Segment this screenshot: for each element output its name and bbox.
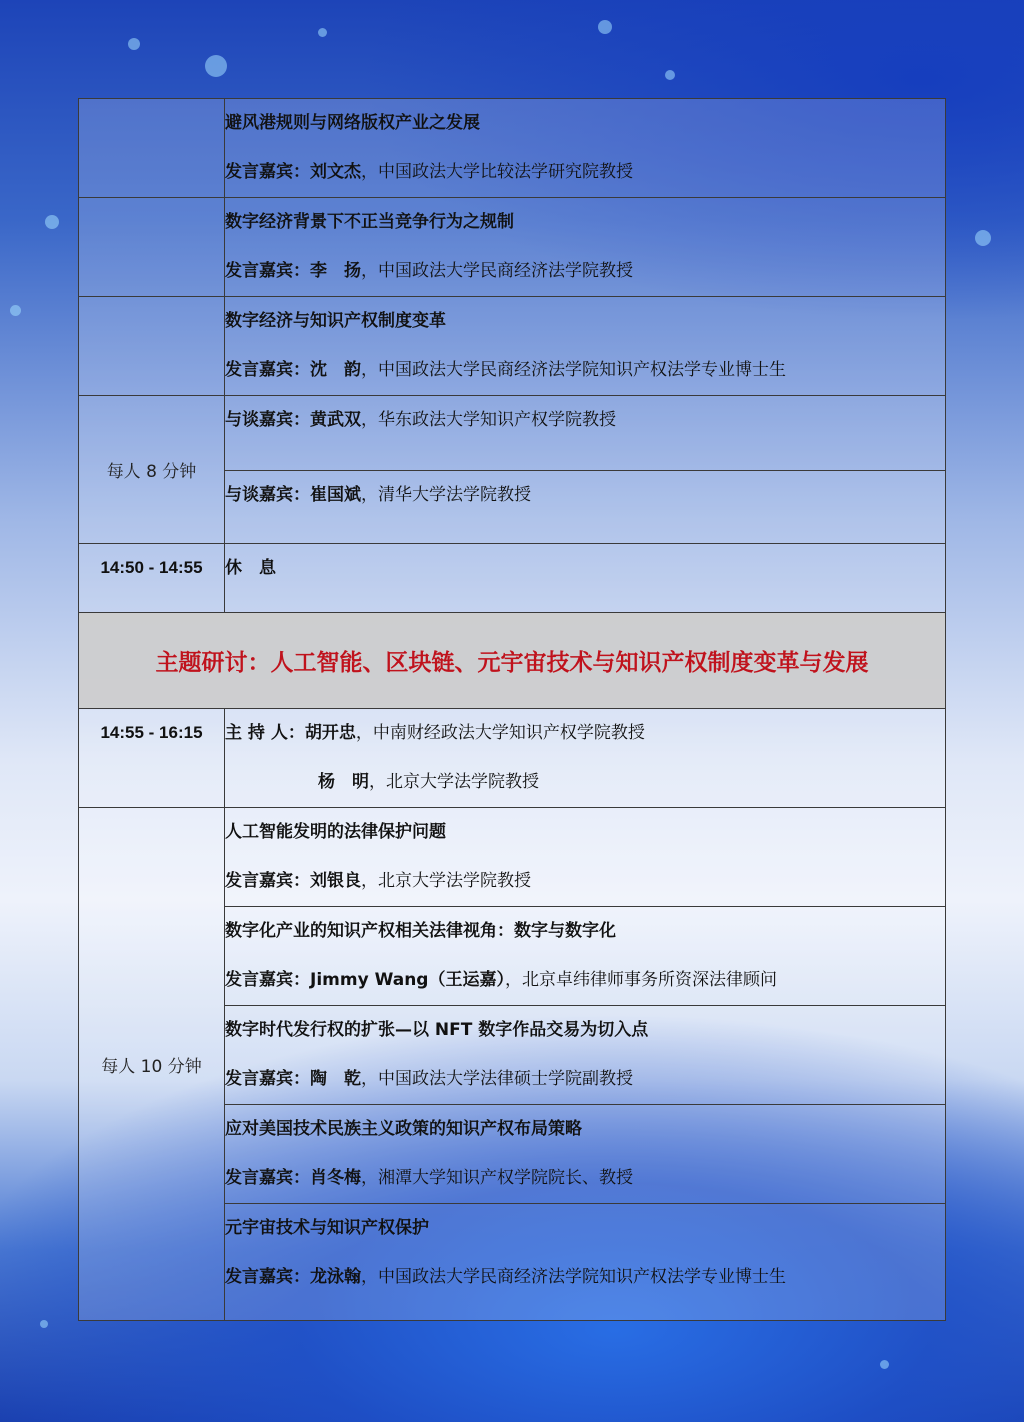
time-cell-empty <box>79 198 225 297</box>
talk-title: 数字时代发行权的扩张—以 NFT 数字作品交易为切入点 <box>225 1020 649 1040</box>
speaker-line <box>225 956 945 1005</box>
talk-cell <box>225 1105 946 1204</box>
duration-text: 每人 10 分钟 <box>101 1056 202 1077</box>
speaker-label: 发言嘉宾： <box>225 970 310 990</box>
speaker-affiliation: ，中国政法大学比较法学研究院教授 <box>361 162 633 182</box>
talk-title: 人工智能发明的法律保护问题 <box>225 822 446 842</box>
talk-cell <box>225 907 946 1006</box>
discussant-name: 黄武双 <box>310 410 361 430</box>
speaker-line <box>225 148 945 197</box>
talk-title: 应对美国技术民族主义政策的知识产权布局策略 <box>225 1119 582 1139</box>
host-line <box>225 709 945 758</box>
speaker-name: 李 扬 <box>310 261 361 281</box>
talk-title: 数字经济背景下不正当竞争行为之规制 <box>225 212 514 232</box>
speaker-name: 刘文杰 <box>310 162 361 182</box>
speaker-label: 发言嘉宾： <box>225 1168 310 1188</box>
duration-cell <box>79 808 225 1321</box>
speaker-line <box>225 1253 945 1302</box>
bokeh-light <box>880 1360 889 1369</box>
speaker-label: 发言嘉宾： <box>225 162 310 182</box>
duration-text: 每人 8 分钟 <box>106 462 197 482</box>
host-label: 主 持 人： <box>225 723 305 743</box>
discussant-name: 崔国斌 <box>310 485 361 505</box>
bokeh-light <box>665 70 675 80</box>
talk-cell <box>225 1006 946 1105</box>
bokeh-light <box>128 38 140 50</box>
speaker-affiliation: ，北京大学法学院教授 <box>361 871 531 891</box>
bokeh-light <box>45 215 59 229</box>
talk-cell <box>225 808 946 907</box>
speaker-label: 发言嘉宾： <box>225 871 310 891</box>
talk-title: 数字化产业的知识产权相关法律视角：数字与数字化 <box>225 921 616 941</box>
talk-title: 元宇宙技术与知识产权保护 <box>225 1218 429 1238</box>
bokeh-light <box>975 230 991 246</box>
discussant-line <box>225 471 945 520</box>
hosts-time-cell <box>79 709 225 808</box>
host-name: 胡开忠 <box>304 723 356 743</box>
hosts-cell <box>225 709 946 808</box>
discussant-line <box>225 396 945 445</box>
speaker-affiliation: ，北京卓纬律师事务所资深法律顾问 <box>504 970 777 990</box>
talk-cell <box>225 198 946 297</box>
speaker-line <box>225 857 945 906</box>
speaker-line <box>225 346 945 395</box>
speaker-label: 发言嘉宾： <box>225 261 310 281</box>
agenda-table <box>78 98 946 1321</box>
host-line <box>225 758 945 807</box>
time-cell-empty <box>79 99 225 198</box>
speaker-name: 刘银良 <box>310 871 361 891</box>
hosts-time: 14:55 - 16:15 <box>100 723 203 742</box>
break-time-cell <box>79 544 225 613</box>
talk-cell <box>225 297 946 396</box>
discussant-label: 与谈嘉宾： <box>225 485 310 505</box>
speaker-name: Jimmy Wang（王运嘉） <box>310 970 505 990</box>
talk-title: 避风港规则与网络版权产业之发展 <box>225 113 480 133</box>
talk-title: 数字经济与知识产权制度变革 <box>225 311 446 331</box>
speaker-affiliation: ，中国政法大学民商经济法学院知识产权法学专业博士生 <box>361 360 786 380</box>
discussant-cell <box>225 471 946 544</box>
bokeh-light <box>40 1320 48 1328</box>
theme-banner: 主题研讨：人工智能、区块链、元宇宙技术与知识产权制度变革与发展 <box>79 613 946 709</box>
talk-cell <box>225 1204 946 1321</box>
host-affiliation: ，北京大学法学院教授 <box>369 772 539 792</box>
time-cell-empty <box>79 297 225 396</box>
duration-cell <box>79 396 225 544</box>
discussant-cell <box>225 396 946 471</box>
speaker-name: 龙泳翰 <box>310 1267 361 1287</box>
host-affiliation: ，中南财经政法大学知识产权学院教授 <box>355 723 645 743</box>
speaker-name: 沈 韵 <box>310 360 361 380</box>
discussant-label: 与谈嘉宾： <box>225 410 310 430</box>
speaker-label: 发言嘉宾： <box>225 360 310 380</box>
bokeh-light <box>205 55 227 77</box>
break-time: 14:50 - 14:55 <box>100 558 203 577</box>
speaker-affiliation: ，中国政法大学法律硕士学院副教授 <box>361 1069 633 1089</box>
speaker-line <box>225 1055 945 1104</box>
speaker-affiliation: ，中国政法大学民商经济法学院教授 <box>361 261 633 281</box>
talk-cell <box>225 99 946 198</box>
speaker-line <box>225 247 945 296</box>
speaker-line <box>225 1154 945 1203</box>
bokeh-light <box>10 305 21 316</box>
speaker-label: 发言嘉宾： <box>225 1069 310 1089</box>
speaker-affiliation: ，中国政法大学民商经济法学院知识产权法学专业博士生 <box>361 1267 786 1287</box>
bokeh-light <box>318 28 327 37</box>
discussant-affiliation: ，华东政法大学知识产权学院教授 <box>361 410 616 430</box>
break-label: 休 息 <box>225 558 276 578</box>
speaker-name: 肖冬梅 <box>310 1168 361 1188</box>
speaker-affiliation: ，湘潭大学知识产权学院院长、教授 <box>361 1168 633 1188</box>
break-cell <box>225 544 946 613</box>
speaker-label: 发言嘉宾： <box>225 1267 310 1287</box>
discussant-affiliation: ，清华大学法学院教授 <box>361 485 531 505</box>
bokeh-light <box>598 20 612 34</box>
host-name: 杨 明 <box>318 772 369 792</box>
speaker-name: 陶 乾 <box>310 1069 361 1089</box>
